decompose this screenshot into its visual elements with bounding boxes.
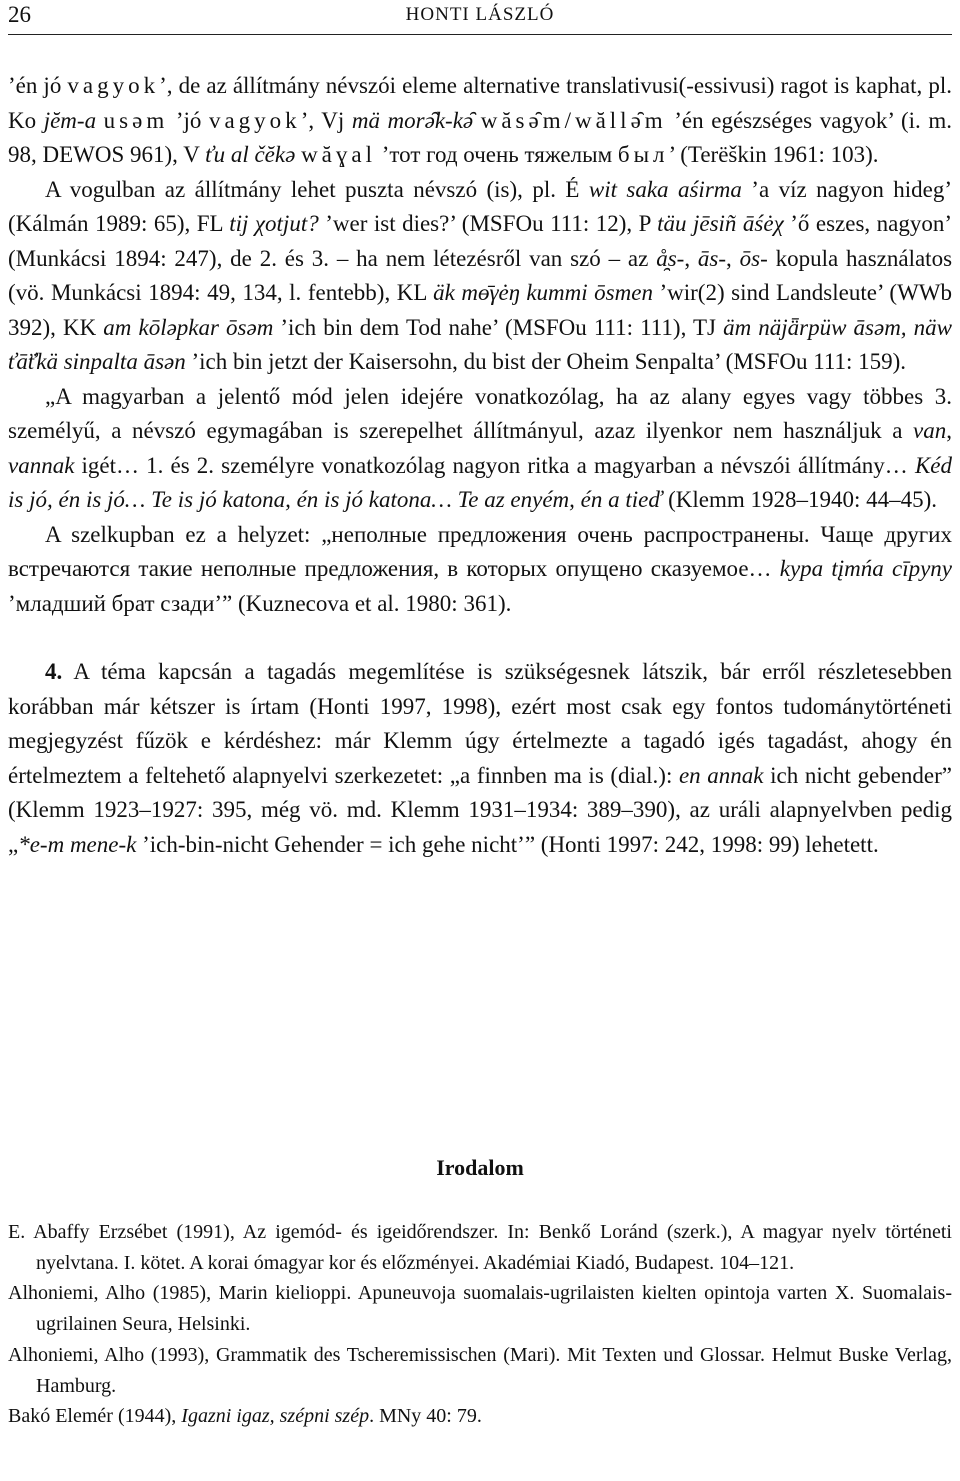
reference-list: [8, 1217, 952, 1432]
reference-item: Alhoniemi, Alho (1985), Marin kielioppi. Apuneuvoja suomalais-ugrilaisten kielten opintoja varten X. Suomalais-ugrilainen Seura, Helsinki.: [8, 1282, 952, 1336]
reference-item: Bakó Elemér (1944), Igazni igaz, szépni szép. MNy 40: 79.: [8, 1405, 482, 1428]
running-header: [8, 0, 952, 35]
references-heading: Irodalom: [436, 1155, 524, 1180]
running-title-author: HONTI LÁSZLÓ: [405, 4, 555, 25]
paragraph-1: ’én jó vagyok’, de az állítmány névszói eleme alternative translativusi(-essivusi) ragot is kaphat, pl. Ko jĕm-a usəm ’jó vagyok’, Vj mä morə̑k-kə̑ wăsə̑m/wăllə̑m ’én egészséges vagyok’ (i. m. 98, DEWOS 961), V ťu al čĕkə wăɣal ’тот год очень тяжелым был’ (Terëškin 1961: 103).: [8, 73, 952, 167]
reference-item: Alhoniemi, Alho (1993), Grammatik des Tscheremissischen (Mari). Mit Texten und Glossar. Helmut Buske Verlag, Hamburg.: [8, 1343, 952, 1397]
page-number: 26: [8, 2, 31, 27]
section-number: 4.: [45, 659, 63, 684]
paragraph-3: „A magyarban a jelentő mód jelen idejére vonatkozólag, ha az alany egyes vagy többes 3. személyű, a névszó egymagában is szerepelhet állítmányul, azaz ilyenkor nem használjuk a van, vannak igét… 1. és 2. személyre vonatkozólag nagyon ritka a magyarban a névszói állítmány… Kéd is jó, én is jó… Te is jó katona, én is jó katona… Te az enyém, én a tieď (Klemm 1928–1940: 44–45).: [8, 383, 952, 512]
reference-item: E. Abaffy Erzsébet (1991), Az igemód- és igeidőrendszer. In: Benkő Loránd (szerk.), A magyar nyelv történeti nyelvtana. I. kötet. A korai ómagyar kor és előzményei. Akadémiai Kiadó, Budapest. 104–121.: [8, 1221, 952, 1274]
paragraph-2: A vogulban az állítmány lehet puszta névszó (is), pl. É wit saka aśirma ’a víz nagyon hideg’ (Kálmán 1989: 65), FL tij χotjut? ’wer ist dies?’ (MSFOu 111: 12), P täu jēsiñ āśėχ ’ő eszes, nagyon’ (Munkácsi 1894: 247), de 2. és 3. – ha nem létezésről van szó – az å̯s-, ās-, ōs- kopula használatos (vö. Munkácsi 1894: 49, 134, l. fentebb), KL äk mɵ̄γėŋ kummi ōsmen ’wir(2) sind Landsleute’ (WWb 392), KK am kōləpkar ōsəm ’ich bin dem Tod nahe’ (MSFOu 111: 111), TJ äm näjǟrpüw āsəm, näw ťā̈ťkä sinpalta āsən ’ich bin jetzt der Kaisersohn, du bist der Oheim Senpalta’ (MSFOu 111: 159).: [8, 176, 953, 374]
article-body: [8, 69, 952, 862]
paragraph-5: 4. A téma kapcsán a tagadás megemlítése is szükségesnek látszik, bár erről részletesebben korábban már kétszer is írtam (Honti 1997, 1998), ezért most csak egy fontos tudománytörténeti megjegyzést fűzök e kérdéshez: már Klemm úgy értelmezte a tagadó igés tagadást, ahogy én értelmeztem a feltehető alapnyelvi szerkezetet: „a finnben ma is (dial.): en annak ich nicht gebender” (Klemm 1923–1927: 395, még vö. md. Klemm 1931–1934: 389–390), az uráli alapnyelvben pedig „*e-m mene-k ’ich-bin-nicht Gehender = ich gehe nicht’” (Honti 1997: 242, 1998: 99) lehetett.: [8, 659, 952, 857]
paragraph-4: A szelkupban ez a helyzet: „неполные предложения очень распространены. Чаще других встречаются такие неполные предложения, в которых опущено сказуемое… kypa tįmńa cīpyny ’младший брат сзади’” (Kuznecova et al. 1980: 361).: [8, 521, 952, 616]
